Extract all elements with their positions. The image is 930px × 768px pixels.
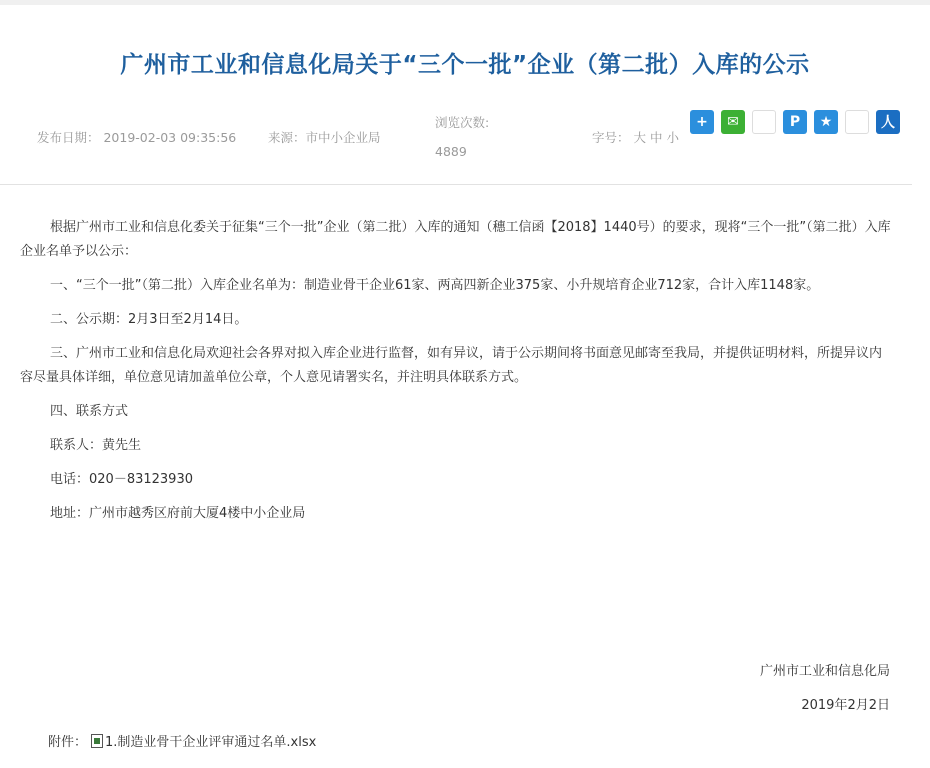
item-one-paragraph: 一、“三个一批”（第二批）入库企业名单为：制造业骨干企业61家、两高四新企业375家、小升规培育企业712家，合计入库1148家。 [50,278,820,293]
source: 来源：市中小企业局 [268,130,381,145]
renren-icon[interactable]: 人 [876,110,900,134]
attachment-link[interactable]: 1.制造业骨干企业评审通过名单.xlsx [105,735,317,750]
font-size-label: 字号： [592,130,630,145]
signature-org: 广州市工业和信息化局 [759,664,890,679]
page-title: 广州市工业和信息化局关于“三个一批”企业（第二批）入库的公示 [120,52,810,78]
add-share-icon[interactable]: + [690,110,714,134]
wechat-icon[interactable]: ✉ [721,110,745,134]
font-size-small[interactable]: 小 [666,130,680,145]
attachment [48,731,316,750]
item-three-paragraph: 三、广州市工业和信息化局欢迎社会各界对拟入库企业进行监督，如有异议，请于公示期间将书面意见邮寄至我局，并提供证明材料，所提异议内容尽量具体详细，单位意见请加盖单位公章，个人意见请署实名，并注明具体联系方式。 [20,346,883,385]
intro-paragraph: 根据广州市工业和信息化委关于征集“三个一批”企业（第二批）入库的通知（穗工信函【2018】1440号）的要求，现将“三个一批”（第二批）入库企业名单予以公示： [20,220,891,259]
font-size-control [592,128,679,146]
item-four-heading: 四、联系方式 [50,404,129,419]
publish-date: 发布日期： 2019-02-03 09:35:56 [37,130,237,145]
font-size-large[interactable]: 大 [633,130,647,145]
article-body [20,216,892,536]
contact-person: 联系人：黄先生 [50,438,142,453]
header-divider [0,184,912,185]
contact-phone: 电话：020－83123930 [50,472,193,487]
signature-date: 2019年2月2日 [801,698,890,713]
qzone-icon[interactable]: ★ [814,110,838,134]
views-label: 浏览次数: [435,115,490,130]
pengyou-icon[interactable]: P [783,110,807,134]
item-two-paragraph: 二、公示期：2月3日至2月14日。 [50,312,248,327]
font-size-medium[interactable]: 中 [650,130,663,145]
weibo-icon[interactable]: 微 [752,110,776,134]
top-bar [0,0,930,5]
attachment-label: 附件： [48,735,88,750]
contact-address: 地址：广州市越秀区府前大厦4楼中小企业局 [50,506,306,521]
views-count: 4889 [435,144,467,159]
qq-icon[interactable]: Q [845,110,869,134]
share-toolbar [690,110,900,134]
excel-file-icon [91,734,103,748]
